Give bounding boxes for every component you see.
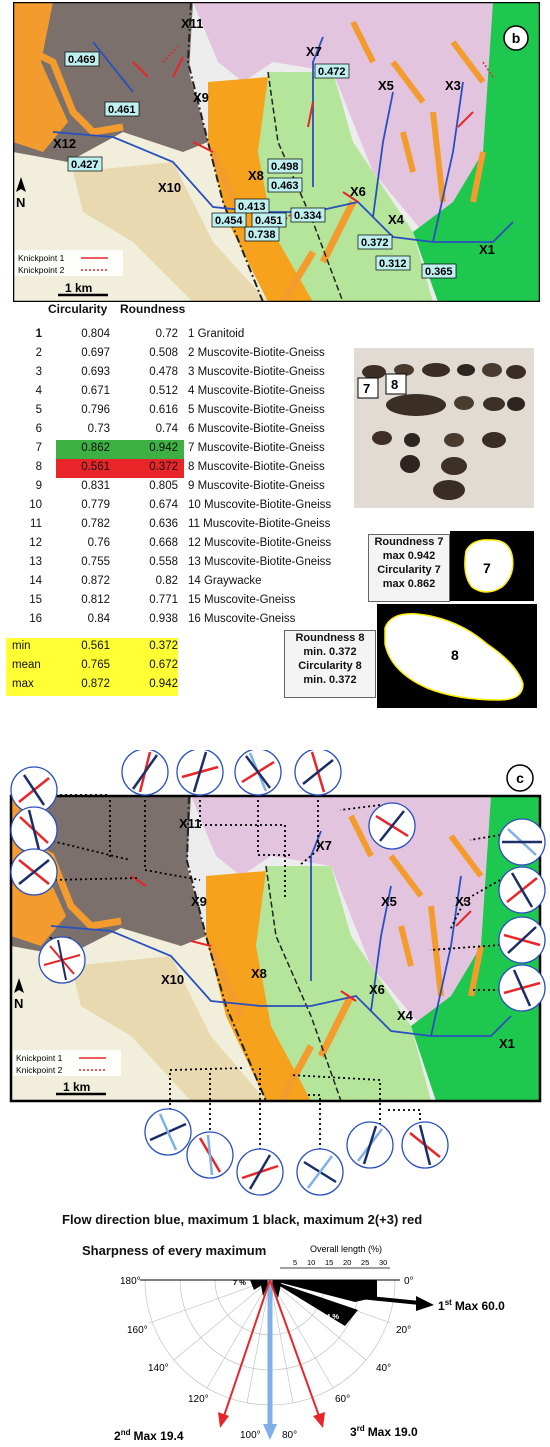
stats-row-max: max 0.872 0.942 <box>12 678 178 690</box>
svg-text:20°: 20° <box>396 1325 412 1336</box>
svg-text:1stMax 60.0: 1st Max 60.0 <box>438 1298 505 1313</box>
value-label: 0.461 <box>108 104 136 116</box>
svg-text:180°: 180° <box>120 1276 141 1287</box>
svg-text:3rdMax 19.0: 3rd Max 19.0 <box>350 1424 418 1439</box>
value-label: 0.427 <box>71 159 99 171</box>
location-label: X1 <box>499 1036 515 1051</box>
photo-label-8: 8 <box>391 377 399 392</box>
value-label: 0.334 <box>294 210 322 222</box>
value-label: 0.365 <box>425 266 453 278</box>
map-c-panel-letter: c <box>516 770 524 786</box>
pebble-photo <box>354 348 534 508</box>
location-label: X9 <box>193 90 209 105</box>
legend-knickpoint1: Knickpoint 1 <box>16 1053 63 1063</box>
location-label: X11 <box>179 816 202 831</box>
legend-knickpoint2: Knickpoint 2 <box>16 1065 63 1075</box>
legend-knickpoint2: Knickpoint 2 <box>18 265 65 275</box>
location-label: X5 <box>381 894 397 909</box>
value-label: 0.463 <box>271 180 299 192</box>
location-label: X7 <box>306 44 322 59</box>
rose-diagram-graphic <box>100 1240 540 1445</box>
info-box-8: Roundness 8 min. 0.372 Circularity 8 min. 0.372 <box>284 630 376 698</box>
svg-text:0°: 0° <box>404 1276 414 1287</box>
photo-label-7: 7 <box>363 381 371 396</box>
svg-text:1 km: 1 km <box>65 281 93 295</box>
info-box-7: Roundness 7 max 0.942 Circularity 7 max 0.862 <box>368 534 450 602</box>
table-row: 9 0.831 0.805 9 Muscovite-Biotite-Gneiss <box>35 480 325 492</box>
value-label: 0.738 <box>248 229 276 241</box>
max1-label <box>438 1298 505 1313</box>
location-label: X4 <box>397 1008 413 1023</box>
svg-text:25: 25 <box>361 1258 370 1267</box>
pebble-photo-graphic <box>354 348 534 508</box>
stats-row-mean: mean 0.765 0.672 <box>12 659 178 671</box>
table-row: 16 0.84 0.938 16 Muscovite-Gneiss <box>29 613 296 625</box>
max1-arrow-icon <box>360 1296 434 1311</box>
map-c-legend <box>13 1050 121 1076</box>
value-label: 0.451 <box>255 215 283 227</box>
map-b-graphic <box>13 2 540 302</box>
svg-text:120°: 120° <box>188 1394 209 1405</box>
caption-flow-direction: Flow direction blue, maximum 1 black, maximum 2(+3) red <box>62 1212 423 1227</box>
value-label: 0.498 <box>271 161 299 173</box>
max2-arrow-icon <box>218 1280 270 1428</box>
location-label: X9 <box>191 894 207 909</box>
value-label: 0.372 <box>361 237 389 249</box>
location-label: X11 <box>181 16 204 31</box>
map-c-graphic <box>0 750 550 1200</box>
svg-text:100°: 100° <box>240 1430 261 1441</box>
legend-knickpoint1: Knickpoint 1 <box>18 253 65 263</box>
table-row: 3 0.693 0.478 3 Muscovite-Biotite-Gneiss <box>35 366 325 378</box>
table-row: 7 0.862 0.942 7 Muscovite-Biotite-Gneiss <box>35 442 325 454</box>
table-row: 8 0.561 0.372 8 Muscovite-Biotite-Gneiss <box>35 461 325 473</box>
rose-diagram <box>100 1240 540 1445</box>
petal-label-7pct: 7 % <box>233 1278 246 1287</box>
location-label: X4 <box>388 212 404 227</box>
value-label: 0.454 <box>215 215 243 227</box>
max2-label <box>114 1428 184 1443</box>
svg-text:20: 20 <box>343 1258 352 1267</box>
table-row: 14 0.872 0.82 14 Graywacke <box>29 575 262 587</box>
shape8-label: 8 <box>451 647 459 663</box>
location-label: X10 <box>161 972 185 987</box>
table-row: 11 0.782 0.636 11 Muscovite-Biotite-Gneiss <box>30 518 331 530</box>
table-row: 5 0.796 0.616 5 Muscovite-Biotite-Gneiss <box>35 404 325 416</box>
map-b-panel-letter: b <box>511 30 521 46</box>
max3-label <box>350 1424 418 1439</box>
map-b-legend <box>15 250 123 276</box>
table-row: 2 0.697 0.508 2 Muscovite-Biotite-Gneiss <box>35 347 325 359</box>
value-label: 0.312 <box>379 258 407 270</box>
svg-text:10: 10 <box>307 1258 316 1267</box>
location-label: X3 <box>455 894 471 909</box>
location-label: X5 <box>378 78 394 93</box>
svg-text:160°: 160° <box>127 1325 148 1336</box>
shape-panel-7 <box>450 531 534 601</box>
shape-panel-8 <box>377 604 537 708</box>
radial-tick-labels <box>293 1258 387 1267</box>
svg-text:40°: 40° <box>376 1363 392 1374</box>
shape7-label: 7 <box>483 560 491 576</box>
location-label: X8 <box>251 966 267 981</box>
location-label: X12 <box>53 136 77 151</box>
table-row: 6 0.73 0.74 6 Muscovite-Biotite-Gneiss <box>35 423 325 435</box>
svg-text:2ndMax 19.4: 2nd Max 19.4 <box>114 1428 184 1443</box>
location-label: X8 <box>248 168 264 183</box>
svg-text:15: 15 <box>325 1258 334 1267</box>
location-label: X7 <box>316 838 332 853</box>
table-row: 10 0.779 0.674 10 Muscovite-Biotite-Gneiss <box>29 499 332 511</box>
rose-axis-title: Overall length (%) <box>310 1244 383 1254</box>
svg-text:N: N <box>16 195 26 210</box>
caption-sharpness: Sharpness of every maximum <box>82 1243 267 1258</box>
location-label: X10 <box>158 180 182 195</box>
header-circularity: Circularity <box>48 302 108 316</box>
location-label: X1 <box>479 242 495 257</box>
table-row: 12 0.76 0.668 12 Muscovite-Biotite-Gneiss <box>29 537 332 549</box>
location-label: X6 <box>369 982 385 997</box>
value-label: 0.469 <box>68 54 96 66</box>
petal-label-24pct: 24 % <box>322 1312 340 1321</box>
svg-text:1 km: 1 km <box>63 1080 91 1094</box>
svg-text:60°: 60° <box>335 1394 351 1405</box>
svg-text:5: 5 <box>293 1258 298 1267</box>
svg-text:140°: 140° <box>148 1363 169 1374</box>
table-row: 13 0.755 0.558 13 Muscovite-Biotite-Gneiss <box>29 556 332 568</box>
header-roundness: Roundness <box>120 302 186 316</box>
map-b <box>13 2 540 302</box>
stats-row-min: min 0.561 0.372 <box>12 640 178 652</box>
flow-direction-arrow-icon <box>263 1280 277 1440</box>
table-row: 1 0.804 0.72 1 Granitoid <box>35 328 245 340</box>
map-c <box>0 750 550 1200</box>
svg-text:30: 30 <box>379 1258 388 1267</box>
angle-labels <box>120 1276 414 1441</box>
location-label: X6 <box>350 184 366 199</box>
table-row: 15 0.812 0.771 15 Muscovite-Gneiss <box>29 594 296 606</box>
location-label: X3 <box>445 78 461 93</box>
value-label: 0.413 <box>238 201 266 213</box>
table-row: 4 0.671 0.512 4 Muscovite-Biotite-Gneiss <box>35 385 325 397</box>
svg-text:80°: 80° <box>282 1430 298 1441</box>
svg-text:N: N <box>14 996 24 1011</box>
value-label: 0.472 <box>318 66 346 78</box>
